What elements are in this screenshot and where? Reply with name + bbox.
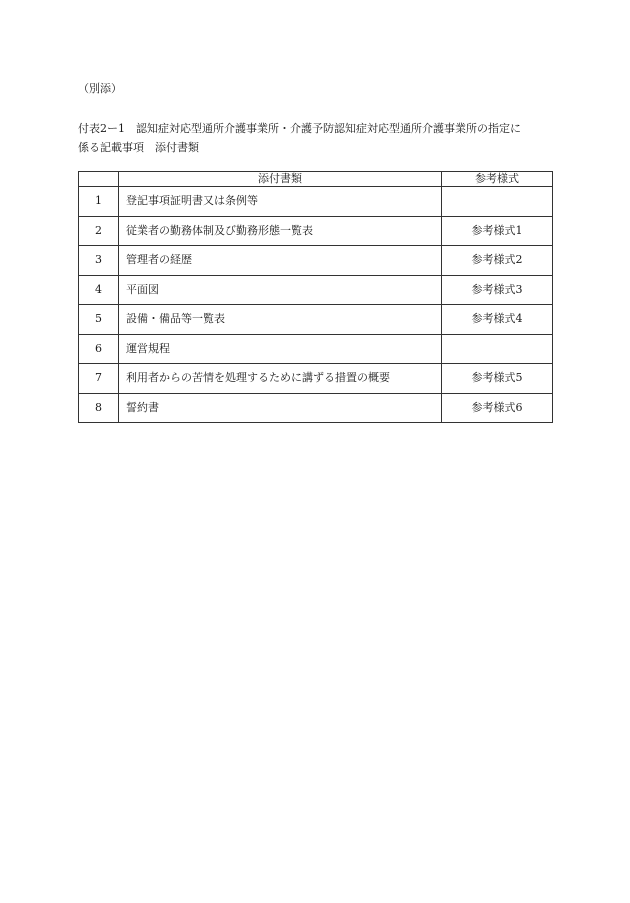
row-number: 5 <box>79 305 119 335</box>
table-row <box>79 393 553 423</box>
header-reference-form: 参考様式 <box>442 172 553 187</box>
row-number: 6 <box>79 334 119 364</box>
table-row <box>79 364 553 394</box>
table-row <box>79 187 553 217</box>
row-number: 7 <box>79 364 119 394</box>
row-reference-form: 参考様式2 <box>442 246 553 276</box>
table-row <box>79 246 553 276</box>
row-reference-form: 参考様式4 <box>442 305 553 335</box>
header-attached-documents: 添付書類 <box>119 172 442 187</box>
row-document-name: 利用者からの苦情を処理するために講ずる措置の概要 <box>119 364 442 394</box>
table-row <box>79 275 553 305</box>
row-document-name: 管理者の経歴 <box>119 246 442 276</box>
attached-documents-table <box>78 171 553 423</box>
row-reference-form: 参考様式6 <box>442 393 553 423</box>
row-document-name: 従業者の勤務体制及び勤務形態一覧表 <box>119 216 442 246</box>
row-number: 1 <box>79 187 119 217</box>
document-title <box>78 119 558 157</box>
row-reference-form: 参考様式5 <box>442 364 553 394</box>
row-number: 2 <box>79 216 119 246</box>
row-reference-form <box>442 187 553 217</box>
row-document-name: 設備・備品等一覧表 <box>119 305 442 335</box>
annex-label: （別添） <box>78 82 122 95</box>
table-row <box>79 216 553 246</box>
document-title-line-2: 係る記載事項 添付書類 <box>78 141 199 154</box>
row-reference-form: 参考様式3 <box>442 275 553 305</box>
row-number: 3 <box>79 246 119 276</box>
row-document-name: 誓約書 <box>119 393 442 423</box>
row-document-name: 平面図 <box>119 275 442 305</box>
row-reference-form <box>442 334 553 364</box>
row-reference-form: 参考様式1 <box>442 216 553 246</box>
table-header-row <box>79 172 553 187</box>
row-number: 8 <box>79 393 119 423</box>
header-number <box>79 172 119 187</box>
row-number: 4 <box>79 275 119 305</box>
table-row <box>79 305 553 335</box>
document-title-line-1: 付表2ー1 認知症対応型通所介護事業所・介護予防認知症対応型通所介護事業所の指定に <box>78 122 521 135</box>
row-document-name: 登記事項証明書又は条例等 <box>119 187 442 217</box>
row-document-name: 運営規程 <box>119 334 442 364</box>
table-row <box>79 334 553 364</box>
